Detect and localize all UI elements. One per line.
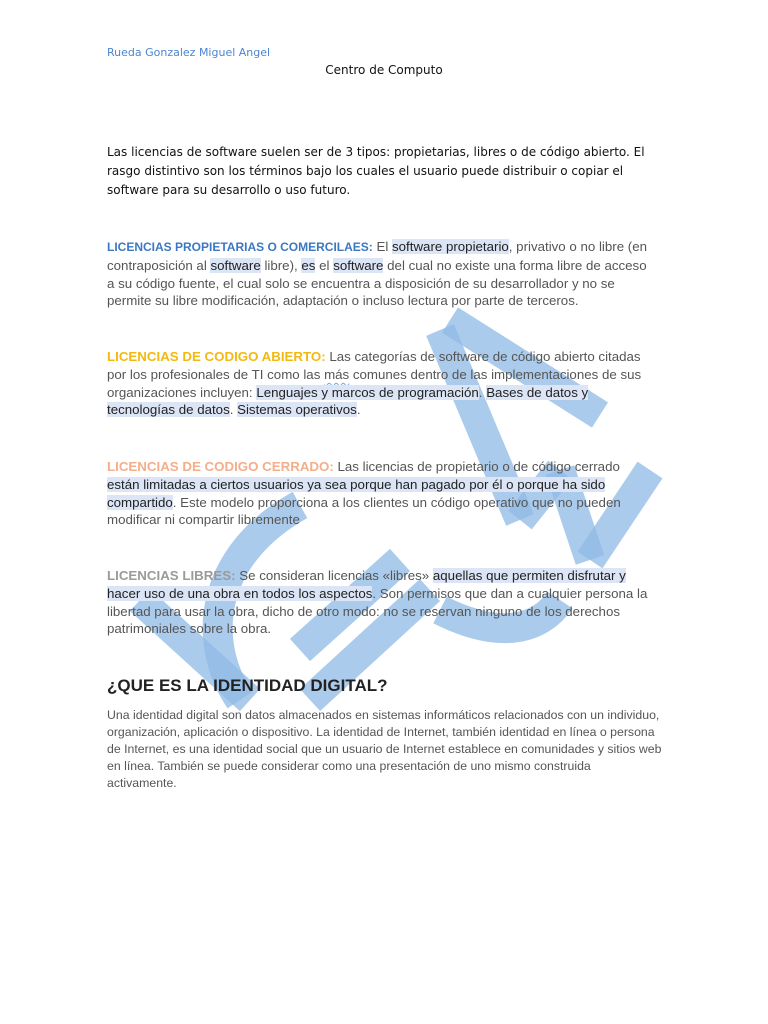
intro-paragraph: Las licencias de software suelen ser de 3 tipos: propietarias, libres o de código abierto. El rasgo distintivo son los términos bajo los cuales el usuario puede distribuir o copiar el software para su desarrollo o uso futuro. — [107, 145, 645, 197]
section-propietarias: LICENCIAS PROPIETARIAS O COMERCILAES: El software propietario, privativo o no libre (en contraposición al software libre), es el software del cual no existe una forma libre de acceso a su código fuente, el cual solo se encuentra a disposición de su desarrollador y no se permite su libre modificación, adaptación o incluso lectura por parte de terceros. — [107, 239, 648, 309]
section-abierto: LICENCIAS DE CODIGO ABIERTO: Las categorías de software de código abierto citadas por los profesionales de TI como las más comunes dentro de las implementaciones de sus organizaciones incluyen: Lenguajes y marcos de programación. Bases de datos y tecnologías de datos. Sistemas operativos. — [107, 349, 642, 418]
highlight-text: Bases de datos y tecnologías de datos — [107, 384, 589, 418]
highlight-text: software — [333, 257, 384, 273]
highlight-text: Sistemas operativos — [237, 402, 357, 418]
heading-libres: LICENCIAS LIBRES: — [107, 568, 236, 583]
identity-heading: ¿QUE ES LA IDENTIDAD DIGITAL? — [107, 676, 388, 695]
document-title: Centro de Computo — [325, 63, 443, 77]
section-libres: LICENCIAS LIBRES: Se consideran licencias «libres» aquellas que permiten disfrutar y hacer uso de una obra en todos los aspectos. Son permisos que dan a cualquier persona la libertad para usar la obra, dicho de otro modo: no se reservan ninguno de los derechos patrimoniales sobre la obra. — [107, 568, 648, 637]
highlight-text: es — [301, 257, 316, 273]
identity-paragraph: Una identidad digital son datos almacenados en sistemas informáticos relacionados con un individuo, organización, aplicación o dispositivo. La identidad de Internet, también identidad en línea o persona de Internet, es una identidad social que un usuario de Internet establece en comunidades y sitios web en línea. También se puede considerar como una presentación de uno mismo construida activamente. — [107, 708, 662, 790]
highlight-text: están limitadas a ciertos usuarios ya sea porque han pagado por él o porque ha sido compartido — [107, 476, 606, 510]
highlight-text: software propietario — [392, 239, 509, 254]
heading-propietarias: LICENCIAS PROPIETARIAS O COMERCILAES: — [107, 240, 373, 254]
author-name: Rueda Gonzalez Miguel Angel — [107, 46, 271, 59]
highlight-text: software — [210, 257, 261, 273]
highlight-text: aquellas que permiten disfrutar y hacer uso de una obra en todos los aspectos — [107, 568, 626, 601]
highlight-text: Lenguajes y marcos de programación — [256, 384, 479, 400]
section-cerrado: LICENCIAS DE CODIGO CERRADO: Las licencias de propietario o de código cerrado están limitadas a ciertos usuarios ya sea porque han pagado por él o porque ha sido compartido. Este modelo proporciona a los clientes un código operativo que no pueden modificar ni compartir libremente — [107, 459, 621, 528]
heading-abierto: LICENCIAS DE CODIGO ABIERTO: — [107, 349, 326, 364]
heading-cerrado: LICENCIAS DE CODIGO CERRADO: — [107, 459, 334, 474]
